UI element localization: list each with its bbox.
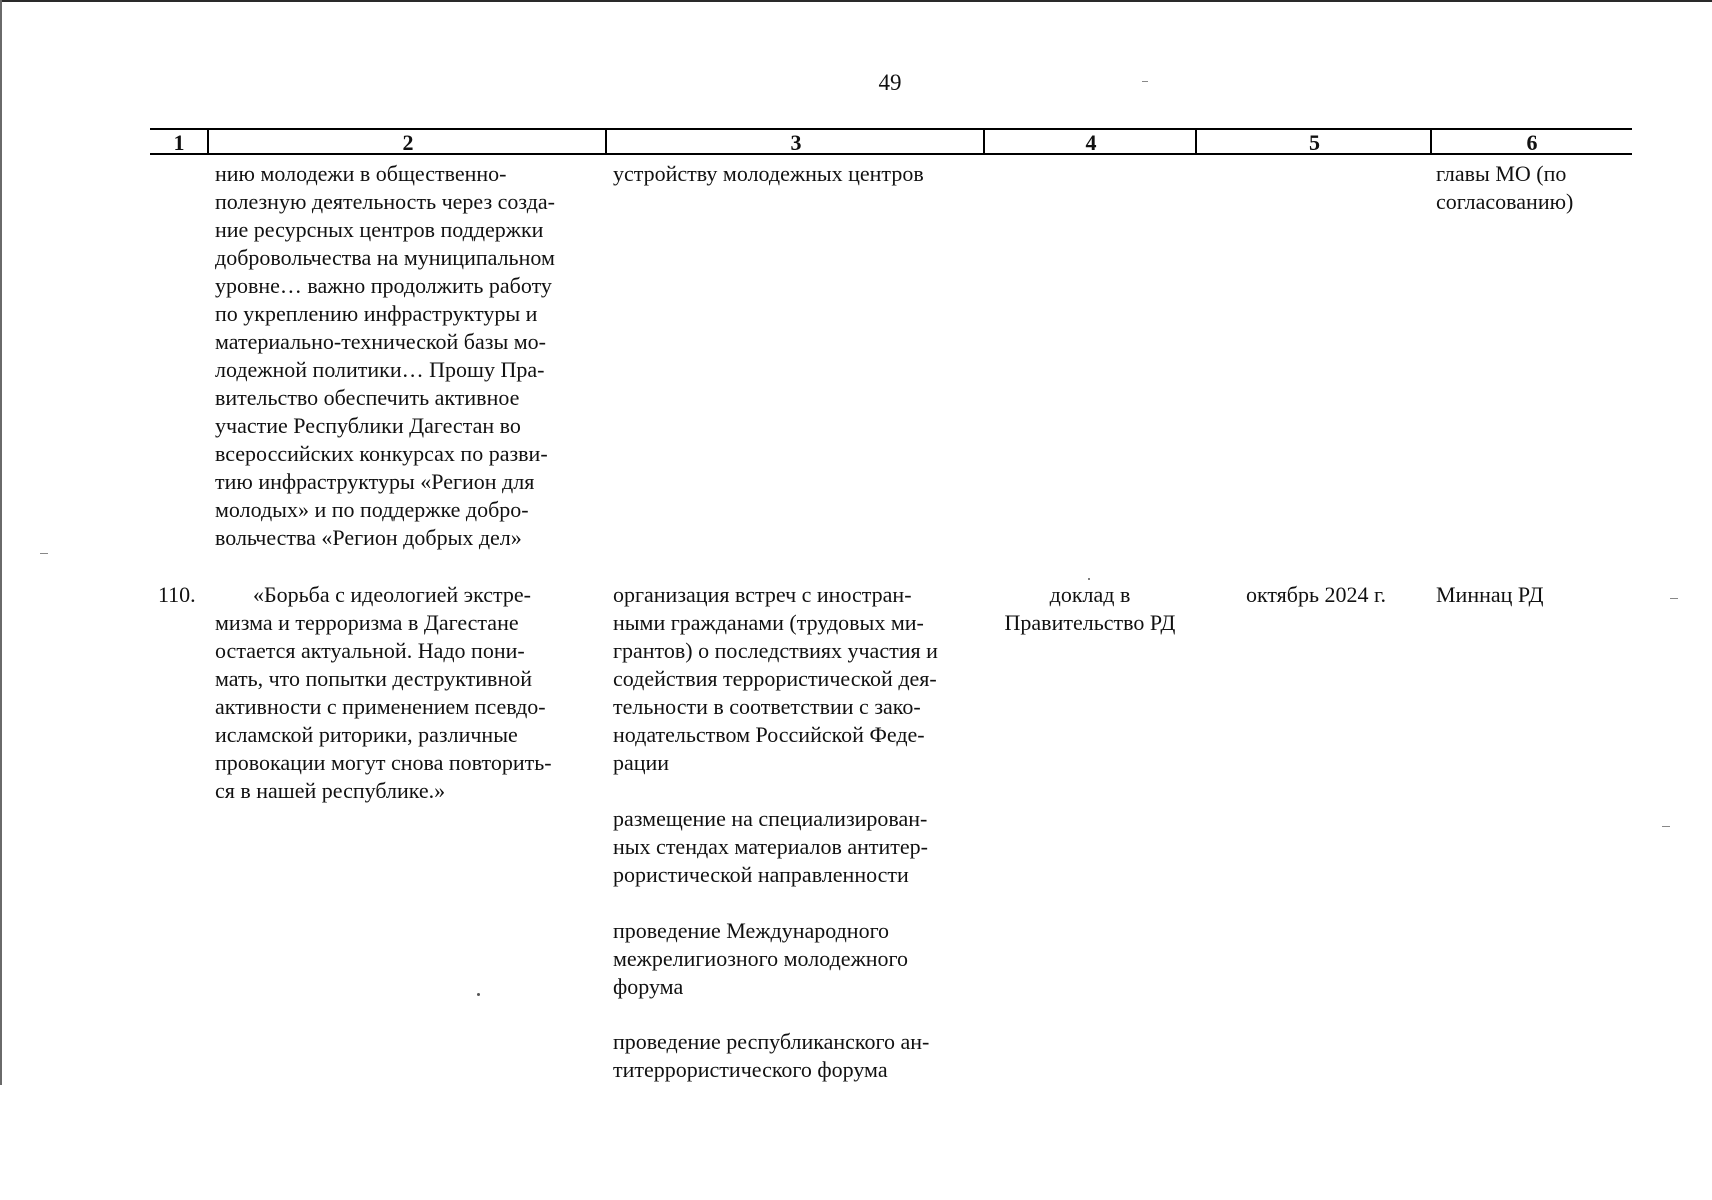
scan-speck: [477, 993, 480, 996]
text-line: ся в нашей республике.»: [215, 778, 446, 803]
text-line: полезную деятельность через созда-: [215, 189, 555, 214]
page-border-left: [0, 0, 2, 1085]
header-col-2: 2: [402, 130, 414, 155]
scan-speck: [40, 553, 48, 554]
text-line: «Борьба с идеологией экстре-: [253, 582, 531, 607]
text-line: нию молодежи в общественно-: [215, 161, 507, 186]
header-col-5: 5: [1309, 130, 1320, 155]
text-line: согласованию): [1436, 189, 1574, 214]
row-110-col3-block-1: [613, 581, 978, 777]
header-col-6: 6: [1526, 130, 1538, 155]
text-line: лодежной политики… Прошу Пра-: [215, 357, 545, 382]
text-line: мизма и терроризма в Дагестане: [215, 610, 519, 635]
text-line: рации: [613, 750, 670, 775]
text-line: провокации могут снова повторить-: [215, 750, 552, 775]
scan-speck: [1670, 598, 1678, 599]
scan-speck: [1662, 826, 1670, 827]
text-line: нодательством Российской Феде-: [613, 722, 925, 747]
text-line: Правительство РД: [1004, 610, 1176, 635]
text-line: рористической направленности: [613, 862, 909, 887]
text-line: молодых» и по поддержке добро-: [215, 497, 529, 522]
scan-speck: [1088, 578, 1090, 580]
text-line: материально-технической базы мо-: [215, 329, 546, 354]
header-col-1: 1: [173, 130, 185, 155]
text-line: мать, что попытки деструктивной: [215, 666, 532, 691]
header-col-4: 4: [1085, 130, 1097, 155]
text-line: вольчества «Регион добрых дел»: [215, 525, 522, 550]
text-line: добровольчества на муниципальном: [215, 245, 555, 270]
text-line: содействия террористической дея-: [613, 666, 937, 691]
row-110-col3-block-3: [613, 917, 978, 1001]
text-line: титеррористического форума: [613, 1057, 888, 1082]
text-line: проведение Международного: [613, 918, 890, 943]
text-line: межрелигиозного молодежного: [613, 946, 909, 971]
table-header-row: [150, 128, 1632, 155]
text-line: доклад в: [1049, 582, 1131, 607]
text-line: ние ресурсных центров поддержки: [215, 217, 544, 242]
row-110-col2: [215, 581, 599, 805]
text-line: всероссийских конкурсах по разви-: [215, 441, 548, 466]
text-line: остается актуальной. Надо пони-: [215, 638, 525, 663]
text-line: главы МО (по: [1436, 161, 1567, 186]
text-line: уровне… важно продолжить работу: [215, 273, 552, 298]
text-line: исламской риторики, различные: [215, 722, 518, 747]
row-110-col3-block-2: [613, 805, 978, 889]
text-line: ными гражданами (трудовых ми-: [613, 610, 924, 635]
scan-speck: [1142, 81, 1148, 82]
row-110-col3-block-4: [613, 1028, 978, 1084]
text-line: тию инфраструктуры «Регион для: [215, 469, 535, 494]
text-line: ных стендах материалов антитер-: [613, 834, 929, 859]
header-col-3: 3: [790, 130, 802, 155]
row-110-col5: октябрь 2024 г.: [1245, 582, 1387, 607]
text-line: грантов) о последствиях участия и: [613, 638, 938, 663]
text-line: активности с применением псевдо-: [215, 694, 546, 719]
text-line: участие Республики Дагестан во: [215, 413, 521, 438]
text-line: вительство обеспечить активное: [215, 385, 520, 410]
row-110-col6: Миннац РД: [1436, 582, 1544, 607]
text-line: форума: [613, 974, 684, 999]
continued-row-col3: устройству молодежных центров: [613, 161, 924, 186]
row-110-col4: [986, 581, 1194, 637]
continued-row-col6: [1436, 160, 1626, 216]
text-line: по укреплению инфраструктуры и: [215, 301, 538, 326]
page-border-top: [0, 0, 1712, 2]
text-line: размещение на специализирован-: [613, 806, 928, 831]
text-line: тельности в соответствии с зако-: [613, 694, 921, 719]
text-line: организация встреч с иностран-: [613, 582, 912, 607]
page-number: 49: [878, 70, 902, 95]
row-110-number: 110.: [158, 582, 196, 607]
text-line: проведение республиканского ан-: [613, 1029, 930, 1054]
continued-row-col2: [215, 160, 599, 552]
